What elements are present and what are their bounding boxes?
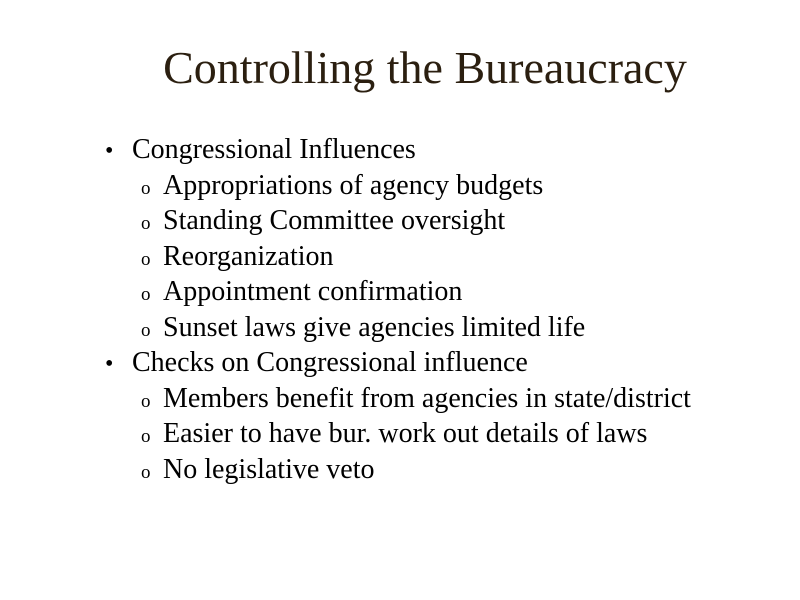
bullet-section-congressional-influences xyxy=(105,132,795,345)
sub-bullet-item xyxy=(105,203,795,239)
sub-bullet-item xyxy=(105,239,795,275)
bullet-section-checks-on-congressional-influence xyxy=(105,345,795,487)
sub-bullet-marker: o xyxy=(141,426,151,447)
bullet-marker: • xyxy=(105,351,114,377)
sub-bullet-text: Reorganization xyxy=(163,240,334,272)
sub-bullet-marker: o xyxy=(141,319,151,341)
bullet-text: Checks on Congressional influence xyxy=(132,347,528,378)
sub-bullet-item xyxy=(105,452,795,488)
sub-bullet-text: Sunset laws give agencies limited life xyxy=(163,311,586,343)
sub-bullet-marker: o xyxy=(141,284,151,305)
bullet-marker: • xyxy=(105,138,114,164)
sub-bullet-marker: o xyxy=(141,177,151,199)
bullet-item xyxy=(105,345,795,381)
sub-bullet-item xyxy=(105,168,795,204)
slide-title: Controlling the Bureaucracy xyxy=(163,42,687,93)
sub-bullet-marker: o xyxy=(141,390,151,412)
sub-bullet-text: No legislative veto xyxy=(163,453,375,485)
bullet-item xyxy=(105,132,795,168)
sub-bullet-text: Appointment confirmation xyxy=(163,276,463,307)
sub-bullet-item xyxy=(105,381,795,417)
sub-bullet-text: Appropriations of agency budgets xyxy=(163,169,544,201)
sub-bullet-item xyxy=(105,310,795,346)
sub-bullet-marker: o xyxy=(141,461,151,483)
bullet-text: Congressional Influences xyxy=(132,134,416,165)
sub-bullet-item xyxy=(105,274,795,310)
sub-bullet-marker: o xyxy=(141,213,151,234)
sub-bullet-item xyxy=(105,416,795,452)
sub-bullet-marker: o xyxy=(141,248,151,270)
sub-bullet-text: Members benefit from agencies in state/district xyxy=(163,382,691,414)
slide-content xyxy=(105,132,795,487)
sub-bullet-text: Easier to have bur. work out details of laws xyxy=(163,418,648,449)
sub-bullet-text: Standing Committee oversight xyxy=(163,205,506,236)
